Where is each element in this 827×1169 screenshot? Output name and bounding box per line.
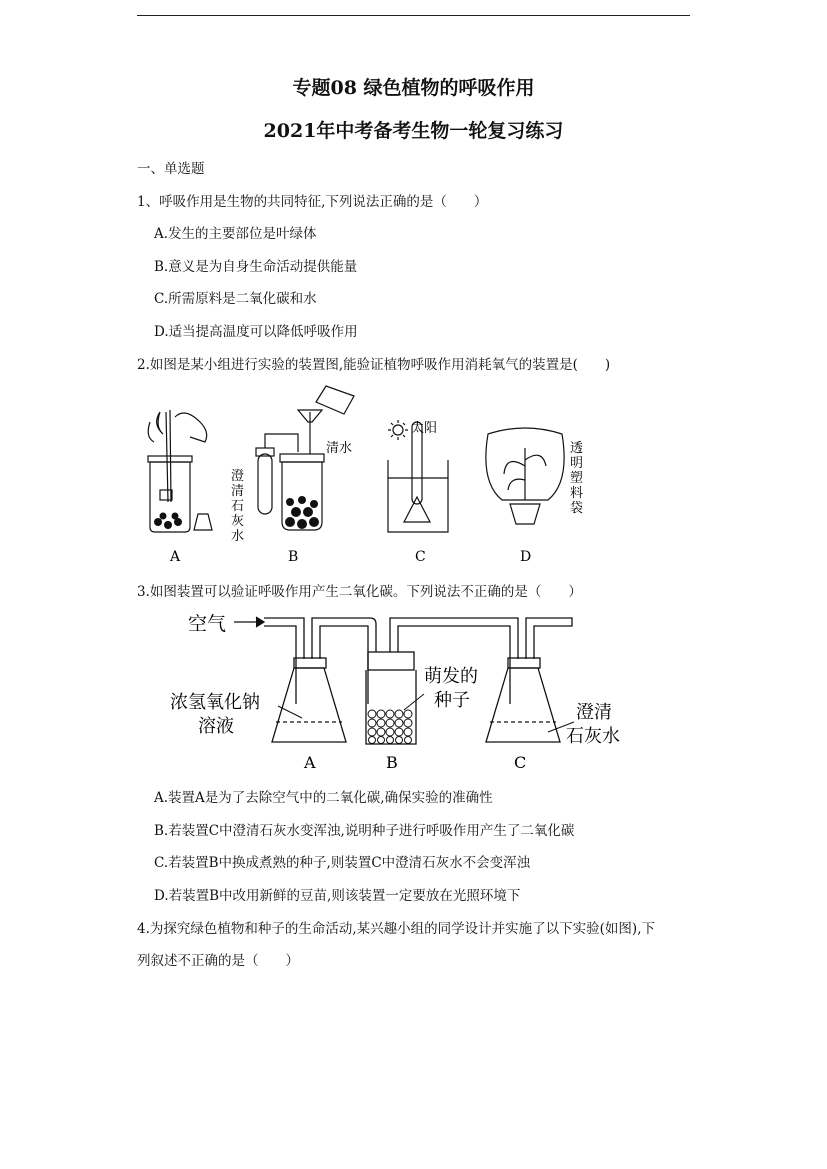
sun-icon (393, 425, 403, 435)
lime-label-1: 澄清 (576, 702, 612, 723)
doc-title: 专题08 绿色植物的呼吸作用 (292, 77, 535, 99)
limewater-char-5: 水 (231, 529, 245, 544)
lime-label-2: 石灰水 (566, 726, 620, 747)
tube-c-out (526, 618, 572, 659)
tube-a-in (264, 618, 304, 704)
flask-c-stopper (508, 658, 540, 668)
flask-c (486, 668, 560, 742)
flask-a-stopper (294, 658, 326, 668)
q4-stem-line1: 4.为探究绿色植物和种子的生命活动,某兴趣小组的同学设计并实施了以下实验(如图),下 (137, 921, 655, 937)
flask-label-b: B (386, 753, 398, 772)
bag-char-4: 料 (570, 486, 584, 501)
q3-option-b: B.若装置C中澄清石灰水变浑浊,说明种子进行呼吸作用产生了二氧化碳 (154, 823, 575, 839)
apparatus-b-stopper-2 (280, 454, 324, 462)
water-label: 清水 (326, 441, 353, 456)
limewater-char-1: 澄 (231, 469, 245, 484)
bag-char-5: 袋 (570, 501, 584, 516)
naoh-label-2: 溶液 (198, 716, 234, 737)
q4-stem-line2: 列叙述不正确的是（ ） (137, 953, 299, 969)
apparatus-d-pot (510, 504, 540, 524)
apparatus-a-hand (175, 413, 207, 442)
q2-stem: 2.如图是某小组进行实验的装置图,能验证植物呼吸作用消耗氧气的装置是( ) (137, 357, 611, 373)
sun-label: 太阳 (411, 421, 438, 436)
header-rule (137, 15, 690, 16)
limewater-char-4: 灰 (231, 514, 245, 529)
label-c: C (415, 549, 426, 565)
limewater-char-3: 石 (231, 499, 245, 514)
label-b: B (288, 549, 299, 565)
flask-label-c: C (514, 753, 527, 772)
doc-subtitle: 2021年中考备考生物一轮复习练习 (263, 120, 564, 142)
q3-figure (162, 604, 642, 774)
apparatus-a-smoke (148, 412, 163, 442)
seeds-b (368, 710, 412, 744)
limewater-char-2: 清 (231, 484, 245, 499)
bag-char-2: 明 (570, 456, 584, 471)
seeds-label-1: 萌发的 (424, 666, 478, 687)
apparatus-b-tube (265, 434, 298, 452)
bag-char-1: 透 (570, 441, 584, 456)
label-a: A (170, 549, 181, 565)
q3-option-c: C.若装置B中换成煮熟的种子,则装置C中澄清石灰水不会变浑浊 (154, 855, 531, 871)
apparatus-b-stopper-1 (256, 448, 274, 456)
bag-char-3: 塑 (570, 471, 584, 486)
bottle-b-stopper (368, 652, 414, 670)
apparatus-c-funnel (404, 497, 430, 522)
apparatus-b-funnel (298, 410, 322, 454)
apparatus-a-lid (194, 514, 212, 530)
air-label: 空气 (188, 613, 227, 635)
section-heading: 一、单选题 (137, 161, 205, 177)
apparatus-c-beaker (388, 460, 448, 532)
q3-stem: 3.如图装置可以验证呼吸作用产生二氧化碳。下列说法不正确的是（ ） (137, 584, 582, 600)
flask-label-a: A (304, 753, 316, 772)
flask-a (272, 668, 346, 742)
naoh-label-1: 浓氢氧化钠 (170, 692, 260, 713)
apparatus-d-plant (504, 448, 546, 500)
q2-figure (130, 382, 600, 567)
apparatus-b-test-tube (258, 454, 272, 514)
q1-option-a: A.发生的主要部位是叶绿体 (154, 226, 317, 242)
apparatus-a-candle (160, 490, 172, 500)
q1-option-c: C.所需原料是二氧化碳和水 (154, 291, 317, 307)
q1-option-b: B.意义是为自身生命活动提供能量 (154, 259, 358, 275)
seeds-label-2: 种子 (434, 690, 470, 711)
label-d: D (520, 549, 532, 565)
q3-option-a: A.装置A是为了去除空气中的二氧化碳,确保实验的准确性 (154, 790, 493, 806)
q3-option-d: D.若装置B中改用新鲜的豆苗,则该装置一定要放在光照环境下 (154, 888, 521, 904)
q1-stem: 1、呼吸作用是生物的共同特征,下列说法正确的是（ ） (137, 194, 488, 210)
q1-option-d: D.适当提高温度可以降低呼吸作用 (154, 324, 358, 340)
